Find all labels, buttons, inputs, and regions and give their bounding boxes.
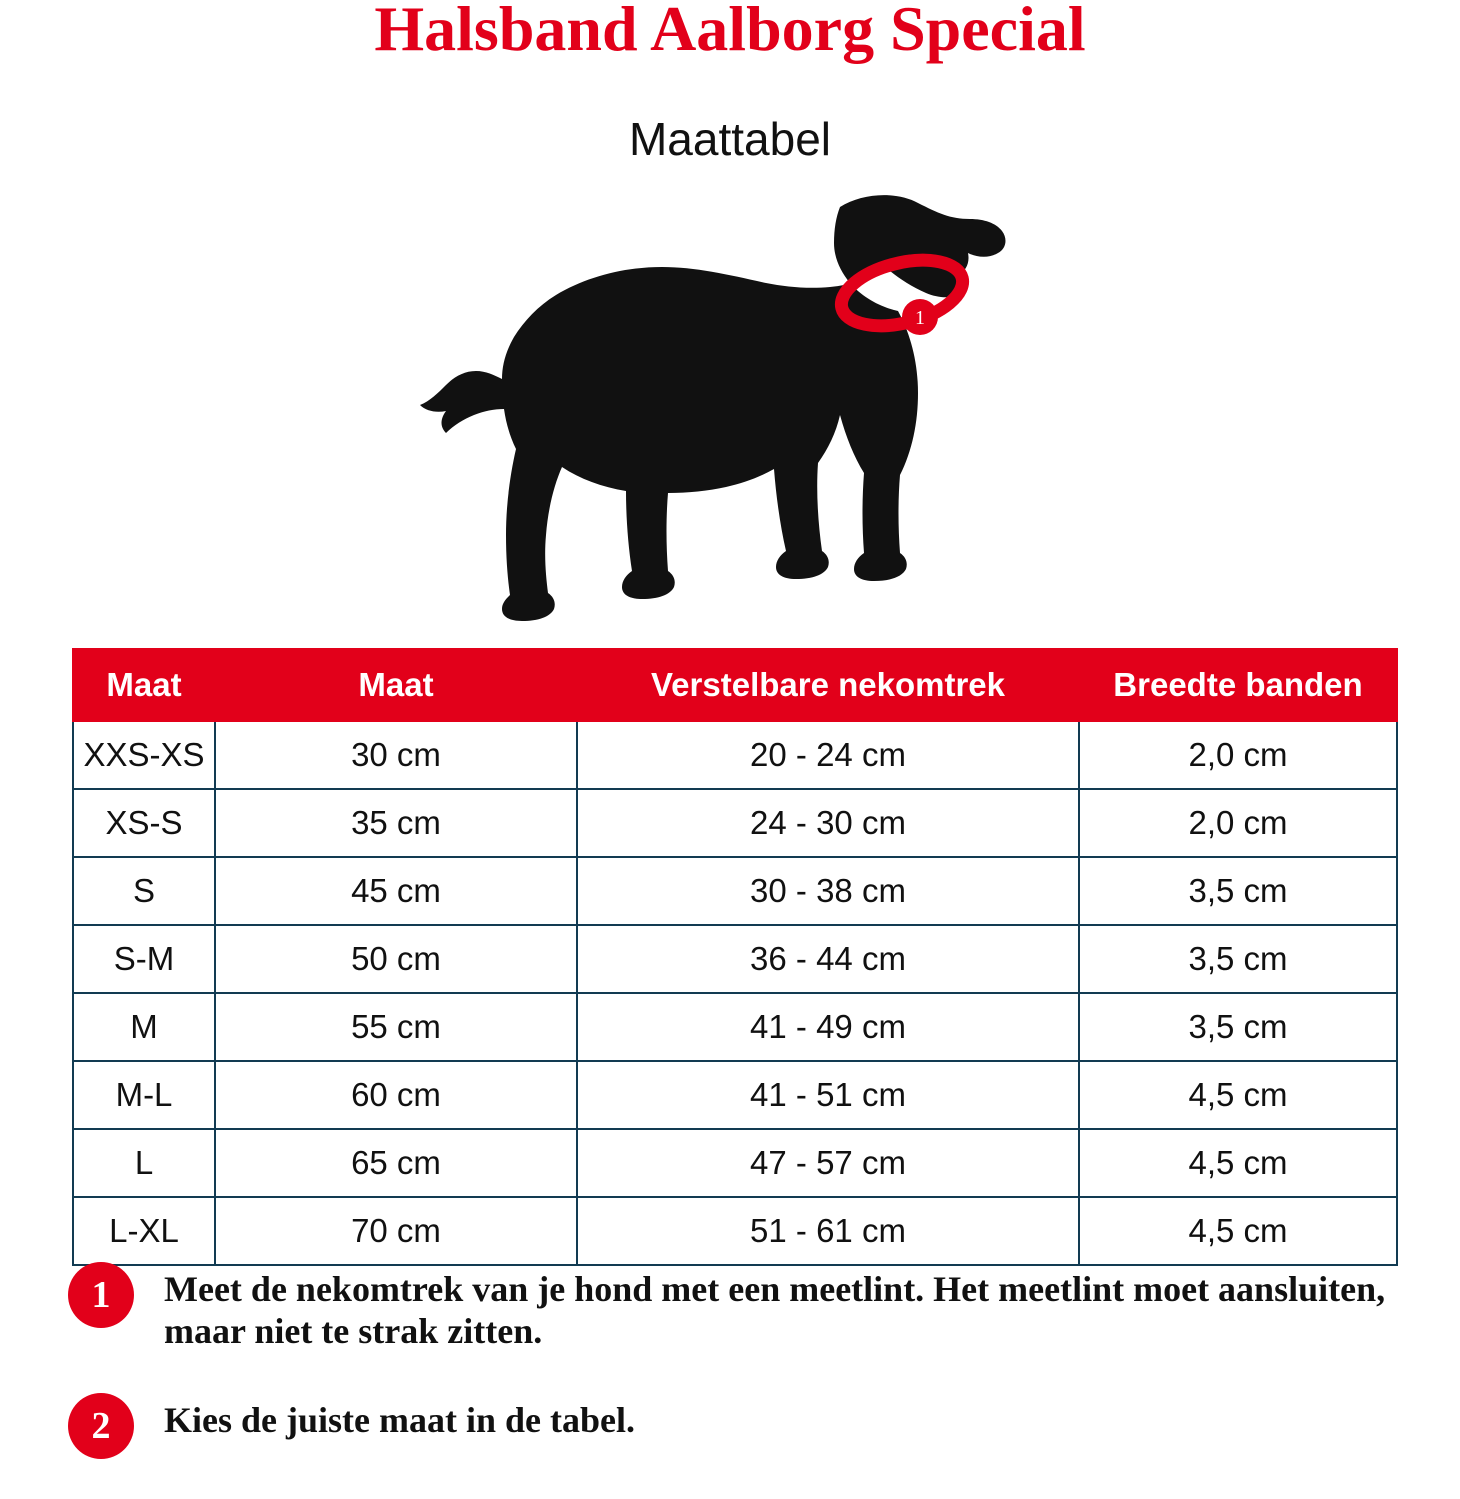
cell-width: 3,5 cm bbox=[1079, 925, 1397, 993]
cell-neck: 41 - 51 cm bbox=[577, 1061, 1079, 1129]
cell-width: 3,5 cm bbox=[1079, 993, 1397, 1061]
page-subtitle: Maattabel bbox=[628, 113, 831, 165]
cell-size: L bbox=[73, 1129, 215, 1197]
cell-neck: 24 - 30 cm bbox=[577, 789, 1079, 857]
table-row bbox=[73, 1129, 1397, 1197]
table-row bbox=[73, 1197, 1397, 1265]
cell-width: 3,5 cm bbox=[1079, 857, 1397, 925]
list-item bbox=[68, 1393, 1398, 1459]
cell-length: 70 cm bbox=[215, 1197, 577, 1265]
cell-neck: 41 - 49 cm bbox=[577, 993, 1079, 1061]
cell-size: M-L bbox=[73, 1061, 215, 1129]
list-item bbox=[68, 1262, 1398, 1353]
table-header-row bbox=[73, 649, 1397, 721]
cell-neck: 47 - 57 cm bbox=[577, 1129, 1079, 1197]
cell-length: 45 cm bbox=[215, 857, 577, 925]
table-row bbox=[73, 789, 1397, 857]
cell-width: 4,5 cm bbox=[1079, 1129, 1397, 1197]
cell-size: L-XL bbox=[73, 1197, 215, 1265]
cell-length: 35 cm bbox=[215, 789, 577, 857]
cell-neck: 20 - 24 cm bbox=[577, 721, 1079, 789]
cell-length: 65 cm bbox=[215, 1129, 577, 1197]
table-row bbox=[73, 1061, 1397, 1129]
dog-silhouette-icon bbox=[410, 175, 1050, 635]
step-badge-1: 1 bbox=[68, 1262, 134, 1328]
cell-neck: 30 - 38 cm bbox=[577, 857, 1079, 925]
cell-size: XS-S bbox=[73, 789, 215, 857]
dog-illustration bbox=[0, 175, 1460, 635]
table-row bbox=[73, 925, 1397, 993]
table-body bbox=[73, 721, 1397, 1265]
cell-width: 4,5 cm bbox=[1079, 1197, 1397, 1265]
cell-size: S bbox=[73, 857, 215, 925]
cell-neck: 36 - 44 cm bbox=[577, 925, 1079, 993]
cell-length: 50 cm bbox=[215, 925, 577, 993]
collar-marker-label: 1 bbox=[915, 307, 925, 329]
cell-size: S-M bbox=[73, 925, 215, 993]
cell-width: 2,0 cm bbox=[1079, 789, 1397, 857]
cell-width: 2,0 cm bbox=[1079, 721, 1397, 789]
cell-length: 55 cm bbox=[215, 993, 577, 1061]
table-row bbox=[73, 721, 1397, 789]
column-header-breedte: Breedte banden bbox=[1079, 649, 1397, 721]
step-text-2: Kies de juiste maat in de tabel. bbox=[164, 1399, 635, 1440]
cell-length: 30 cm bbox=[215, 721, 577, 789]
column-header-maat-letter: Maat bbox=[73, 649, 215, 721]
table-header bbox=[73, 649, 1397, 721]
size-table bbox=[72, 648, 1398, 1266]
table-row bbox=[73, 857, 1397, 925]
page-title: Halsband Aalborg Special bbox=[374, 0, 1086, 64]
cell-size: M bbox=[73, 993, 215, 1061]
step-text-1: Meet de nekomtrek van je hond met een meetlint. Het meetlint moet aansluiten, maar niet te strak zitten. bbox=[164, 1269, 1386, 1352]
cell-neck: 51 - 61 cm bbox=[577, 1197, 1079, 1265]
table-row bbox=[73, 993, 1397, 1061]
column-header-maat-cm: Maat bbox=[215, 649, 577, 721]
column-header-nekomtrek: Verstelbare nekomtrek bbox=[577, 649, 1079, 721]
step-badge-2: 2 bbox=[68, 1393, 134, 1459]
cell-width: 4,5 cm bbox=[1079, 1061, 1397, 1129]
instructions-list bbox=[68, 1262, 1398, 1499]
cell-size: XXS-XS bbox=[73, 721, 215, 789]
cell-length: 60 cm bbox=[215, 1061, 577, 1129]
